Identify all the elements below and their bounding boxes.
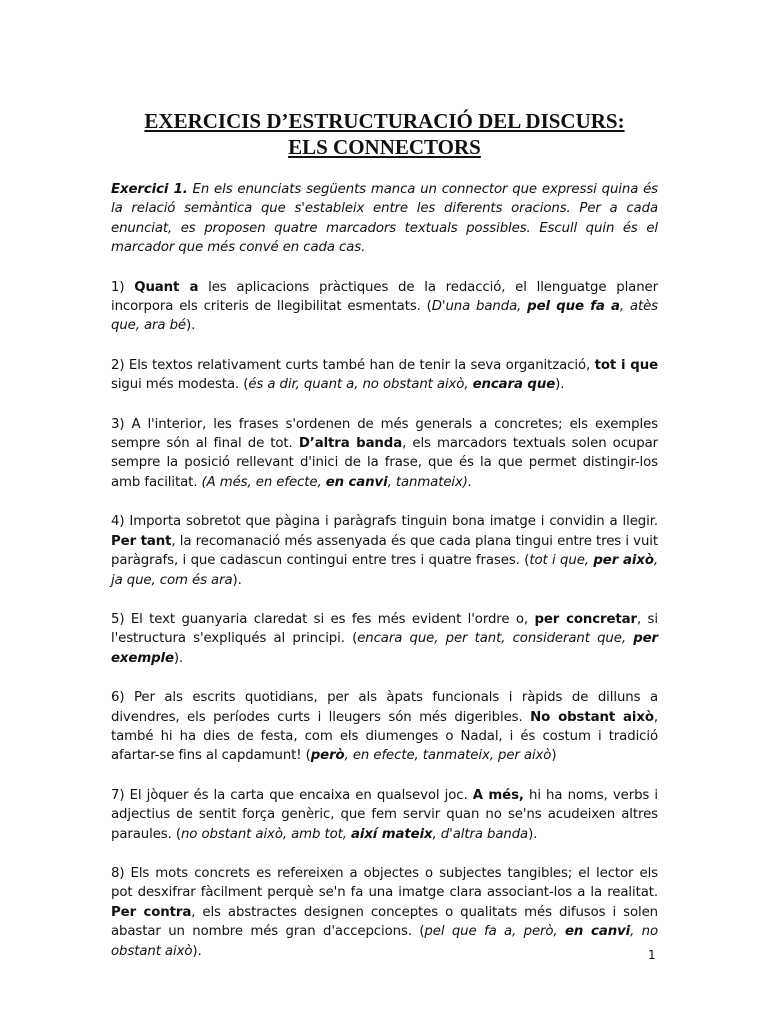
- exercise-item-7: [111, 786, 658, 844]
- item-text: 7) El jòquer és la carta que encaixa en qualsevol joc.: [111, 787, 473, 803]
- page-number: 1: [648, 948, 656, 962]
- item-end: ).: [232, 572, 242, 588]
- option-list: , atès que, ara bé: [111, 299, 658, 334]
- item-end: ).: [555, 377, 565, 393]
- connector-answer: A més,: [472, 787, 524, 803]
- connector-answer: per concretar: [534, 611, 638, 627]
- option-list: , en efecte, tanmateix, per això: [344, 748, 552, 764]
- item-text: 3) A l'interior, les frases s'ordenen de més generals a concretes; els exemples sempre són al final de tot.: [111, 416, 658, 452]
- item-text: , els abstractes designen conceptes o qualitats més difusos i solen abastar un nombre més gran d'accepcions. (: [111, 904, 658, 940]
- item-end: ).: [528, 826, 538, 842]
- connector-answer: tot i que: [594, 357, 658, 373]
- option-list: , ja que, com és ara: [111, 553, 658, 588]
- document-title: [111, 108, 658, 160]
- exercise-item-4: [111, 512, 658, 590]
- exercise-instructions: [111, 180, 658, 258]
- connector-answer: Per contra: [111, 904, 192, 920]
- option-list: pel que fa a, però,: [424, 924, 565, 940]
- item-text: les aplicacions pràctiques de la redacció, el llenguatge planer incorpora els criteris de llegibilitat esmentats. (: [111, 279, 659, 315]
- document-page: [111, 108, 658, 981]
- item-text: hi ha noms, verbs i adjectius de sentit força genèric, que fem servir quan no se'ns acudeixen altres paraules. (: [111, 787, 658, 842]
- exercise-item-8: [111, 864, 658, 961]
- exercise-item-2: [111, 356, 658, 395]
- item-text: , la recomanació més assenyada és que cada plana tingui entre tres i vuit paràgrafs, i que cadascun contingui entre tres i quatre frases. (: [111, 533, 658, 569]
- connector-answer: No obstant això: [530, 709, 654, 725]
- option-list: , d'altra banda: [432, 826, 529, 842]
- item-text: sigui més modesta. (: [111, 377, 249, 393]
- instructions-text: En els enunciats següents manca un connector que expressi quina és la relació semàntica que s'estableix entre les diferents oracions. Per a cada enunciat, es proposen quatre marcadors textuals possibles. Escull quin és el marcador que més convé en cada cas.: [111, 182, 659, 256]
- item-text: 4) Importa sobretot que pàgina i paràgrafs tinguin bona imatge i convidin a llegir.: [111, 514, 658, 530]
- item-text: 5) El text guanyaria claredat si es fes més evident l'ordre o,: [111, 611, 535, 627]
- correct-option: així mateix: [351, 826, 433, 842]
- option-list: , no obstant això: [111, 924, 658, 959]
- option-list: (A més, en efecte,: [201, 474, 326, 490]
- correct-option: encara que: [472, 377, 556, 393]
- connector-answer: Per tant: [111, 533, 172, 549]
- option-list: és a dir, quant a, no obstant això,: [248, 377, 473, 393]
- option-list: no obstant això, amb tot,: [180, 826, 351, 842]
- item-end: ): [551, 748, 557, 764]
- correct-option: en canvi: [325, 474, 388, 490]
- title-line-2: ELS CONNECTORS: [288, 135, 481, 159]
- correct-option: però: [310, 748, 345, 764]
- option-list: encara que, per tant, considerant que,: [357, 631, 634, 647]
- option-list: D'una banda,: [431, 299, 528, 315]
- option-list: , tanmateix).: [387, 474, 472, 490]
- item-end: ).: [173, 650, 184, 666]
- exercise-label: Exercici 1.: [111, 182, 188, 197]
- correct-option: per això: [593, 553, 654, 569]
- item-text: 1): [111, 279, 135, 295]
- connector-answer: Quant a: [134, 279, 199, 295]
- item-end: ).: [186, 318, 196, 334]
- exercise-item-6: [111, 688, 658, 766]
- exercise-item-3: [111, 415, 658, 493]
- item-text: , els marcadors textuals solen ocupar sempre la posició rellevant d'inici de la frase, que és la que permet distingir-los amb facilitat.: [111, 436, 659, 490]
- item-text: 8) Els mots concrets es refereixen a objectes o subjectes tangibles; el lector els pot desxifrar fàcilment perquè se'n fa una imatge clara associant-los a la realitat.: [111, 865, 658, 901]
- item-end: ).: [192, 943, 202, 959]
- exercise-item-5: [111, 610, 658, 668]
- item-text: 6) Per als escrits quotidians, per als àpats funcionals i ràpids de dilluns a divendres, els períodes curts i lleugers són més digeribles.: [111, 690, 658, 725]
- correct-option: per exemple: [111, 631, 658, 666]
- connector-answer: D’altra banda: [298, 436, 403, 452]
- option-list: tot i que,: [529, 553, 594, 569]
- exercise-item-1: [111, 278, 658, 336]
- correct-option: pel que fa a: [527, 299, 620, 315]
- correct-option: en canvi: [564, 924, 631, 940]
- title-line-1: EXERCICIS D’ESTRUCTURACIÓ DEL DISCURS:: [144, 109, 625, 133]
- item-text: , també hi ha dies de festa, com els diumenges o Nadal, i és costum i tradició afartar-se fins al capdamunt! (: [111, 709, 658, 764]
- item-text: 2) Els textos relativament curts també han de tenir la seva organització,: [111, 357, 595, 373]
- item-text: , si l'estructura s'expliqués al principi. (: [111, 611, 658, 647]
